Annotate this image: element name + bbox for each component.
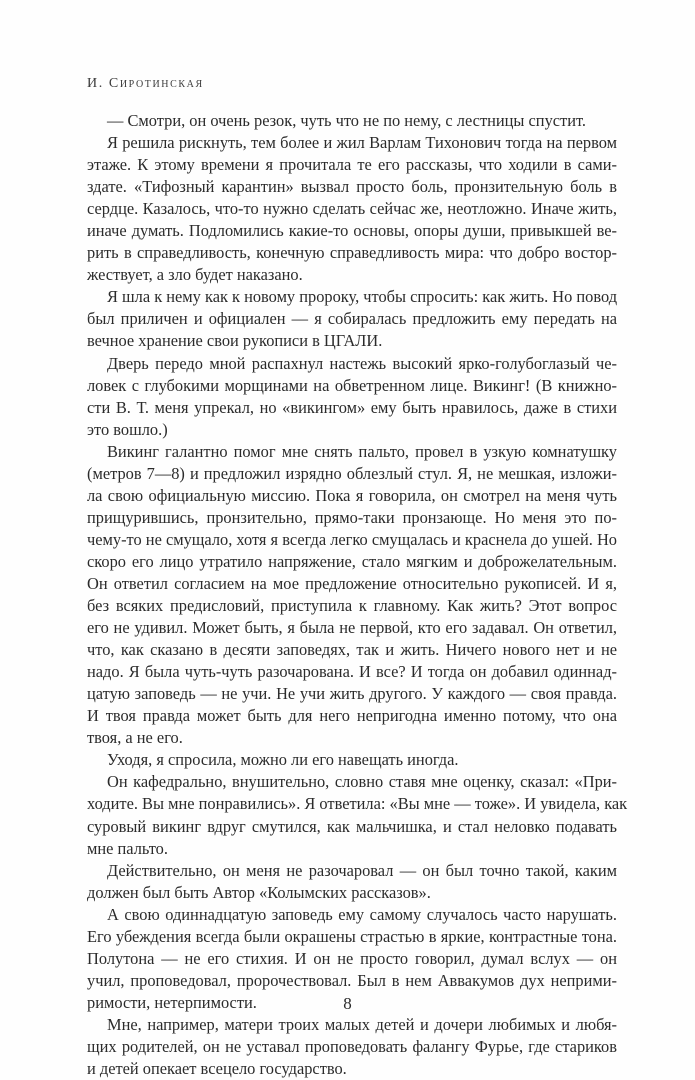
- text-line: Мне, например, матери троих малых детей и дочери любимых и любя-: [107, 1014, 617, 1034]
- text-line: суровый викинг вдруг смутился, как мальчишка, и стал неловко подавать: [87, 816, 617, 836]
- text-line: прищурившись, пронзительно, прямо-таки пронзающе. Но меня это по-: [87, 507, 617, 527]
- text-line: этаже. К этому времени я прочитала те его рассказы, что ходили в сами-: [87, 155, 617, 175]
- text-line: это вошло.): [87, 419, 168, 439]
- text-line: Его убеждения всегда были окрашены страстью в яркие, контрастные тона.: [87, 926, 617, 946]
- text-line: скоро его лицо утратило напряжение, стало мягким и доброжелательным.: [87, 551, 617, 571]
- text-line: Дверь передо мной распахнул настежь высокий ярко-голубоглазый че-: [107, 353, 617, 373]
- text-line: Я решила рискнуть, тем более и жил Варлам Тихонович тогда на первом: [107, 133, 617, 153]
- text-line: И твоя правда может быть для него непригодна именно потому, что она: [87, 706, 617, 726]
- text-line: — Смотри, он очень резок, чуть что не по нему, с лестницы спустит.: [107, 111, 587, 130]
- text-line: Викинг галантно помог мне снять пальто, провел в узкую комнатушку: [107, 441, 617, 461]
- text-line: Действительно, он меня не разочаровал — он был точно такой, каким: [107, 860, 617, 880]
- text-line: (метров 7—8) и предложил изрядно облезлый стул. Я, не мешкая, изложи-: [87, 463, 617, 483]
- running-head-author: И. Сиротинская: [87, 76, 204, 91]
- text-line: Уходя, я спросила, можно ли его навещать иногда.: [107, 750, 459, 770]
- text-line: Он ответил согласием на мое предложение относительно рукописей. И я,: [87, 573, 617, 593]
- text-line: жествует, а зло будет наказано.: [87, 265, 303, 285]
- text-line: Полутона — не его стихия. И он не просто говорил, думал вслух — он: [87, 948, 617, 968]
- text-line: вечное хранение свои рукописи в ЦГАЛИ.: [87, 331, 383, 351]
- text-line: Я шла к нему как к новому пророку, чтобы спросить: как жить. Но повод: [107, 287, 618, 307]
- text-line: цатую заповедь — не учи. Не учи жить другого. У каждого — своя правда.: [87, 684, 617, 704]
- text-line: иначе думать. Подломились какие-то основы, опоры души, привыкшей ве-: [87, 221, 617, 241]
- text-line: щих родителей, он не уставал проповедовать фалангу Фурье, где стариков: [87, 1036, 617, 1056]
- text-line: здате. «Тифозный карантин» вызвал просто боль, пронзительную боль в: [87, 177, 617, 197]
- text-line: и детей опекает всецело государство.: [87, 1059, 347, 1079]
- text-line: ловек с глубокими морщинами на обветренном лице. Викинг! (В книжно-: [87, 375, 617, 395]
- text-line: должен был быть Автор «Колымских рассказов».: [87, 882, 431, 902]
- text-line: рить в справедливость, конечную справедливость мира: что добро востор-: [87, 243, 617, 263]
- body-text: [87, 110, 628, 1080]
- text-line: чему-то не смущало, хотя я всегда легко смущалась и краснела до ушей. Но: [87, 529, 617, 549]
- text-line: твоя, а не его.: [87, 728, 183, 748]
- text-line: римости, нетерпимости.: [87, 992, 257, 1012]
- text-line: ла свою официальную миссию. Пока я говорила, он смотрел на меня чуть: [87, 485, 617, 505]
- text-line: Он кафедрально, внушительно, словно ставя мне оценку, сказал: «При-: [107, 772, 617, 792]
- text-line: мне пальто.: [87, 838, 168, 858]
- text-line: его не удивил. Может быть, я была не первой, кто его задавал. Он ответил,: [87, 618, 617, 638]
- text-line: ходите. Вы мне понравились». Я ответила: «Вы мне — тоже». И увидела, как: [87, 794, 628, 814]
- text-line: А свою одиннадцатую заповедь ему самому случалось часто нарушать.: [107, 904, 617, 924]
- text-line: без всяких предисловий, приступила к главному. Как жить? Этот вопрос: [87, 596, 617, 616]
- text-line: сердце. Казалось, что-то нужно сделать сейчас же, неотложно. Иначе жить,: [87, 199, 617, 219]
- text-line: учил, проповедовал, пророчествовал. Был в нем Аввакумов дух неприми-: [87, 970, 617, 990]
- text-line: был приличен и официален — я собиралась предложить ему передать на: [87, 309, 617, 329]
- text-line: что, как сказано в десяти заповедях, так и жить. Ничего нового нет и не: [87, 640, 617, 660]
- page-number: 8: [343, 994, 352, 1013]
- text-line: надо. Я была чуть-чуть разочарована. И все? И тогда он добавил одиннад-: [87, 662, 617, 682]
- text-line: сти В. Т. меня упрекал, но «викингом» ему быть нравилось, даже в стихи: [87, 397, 617, 417]
